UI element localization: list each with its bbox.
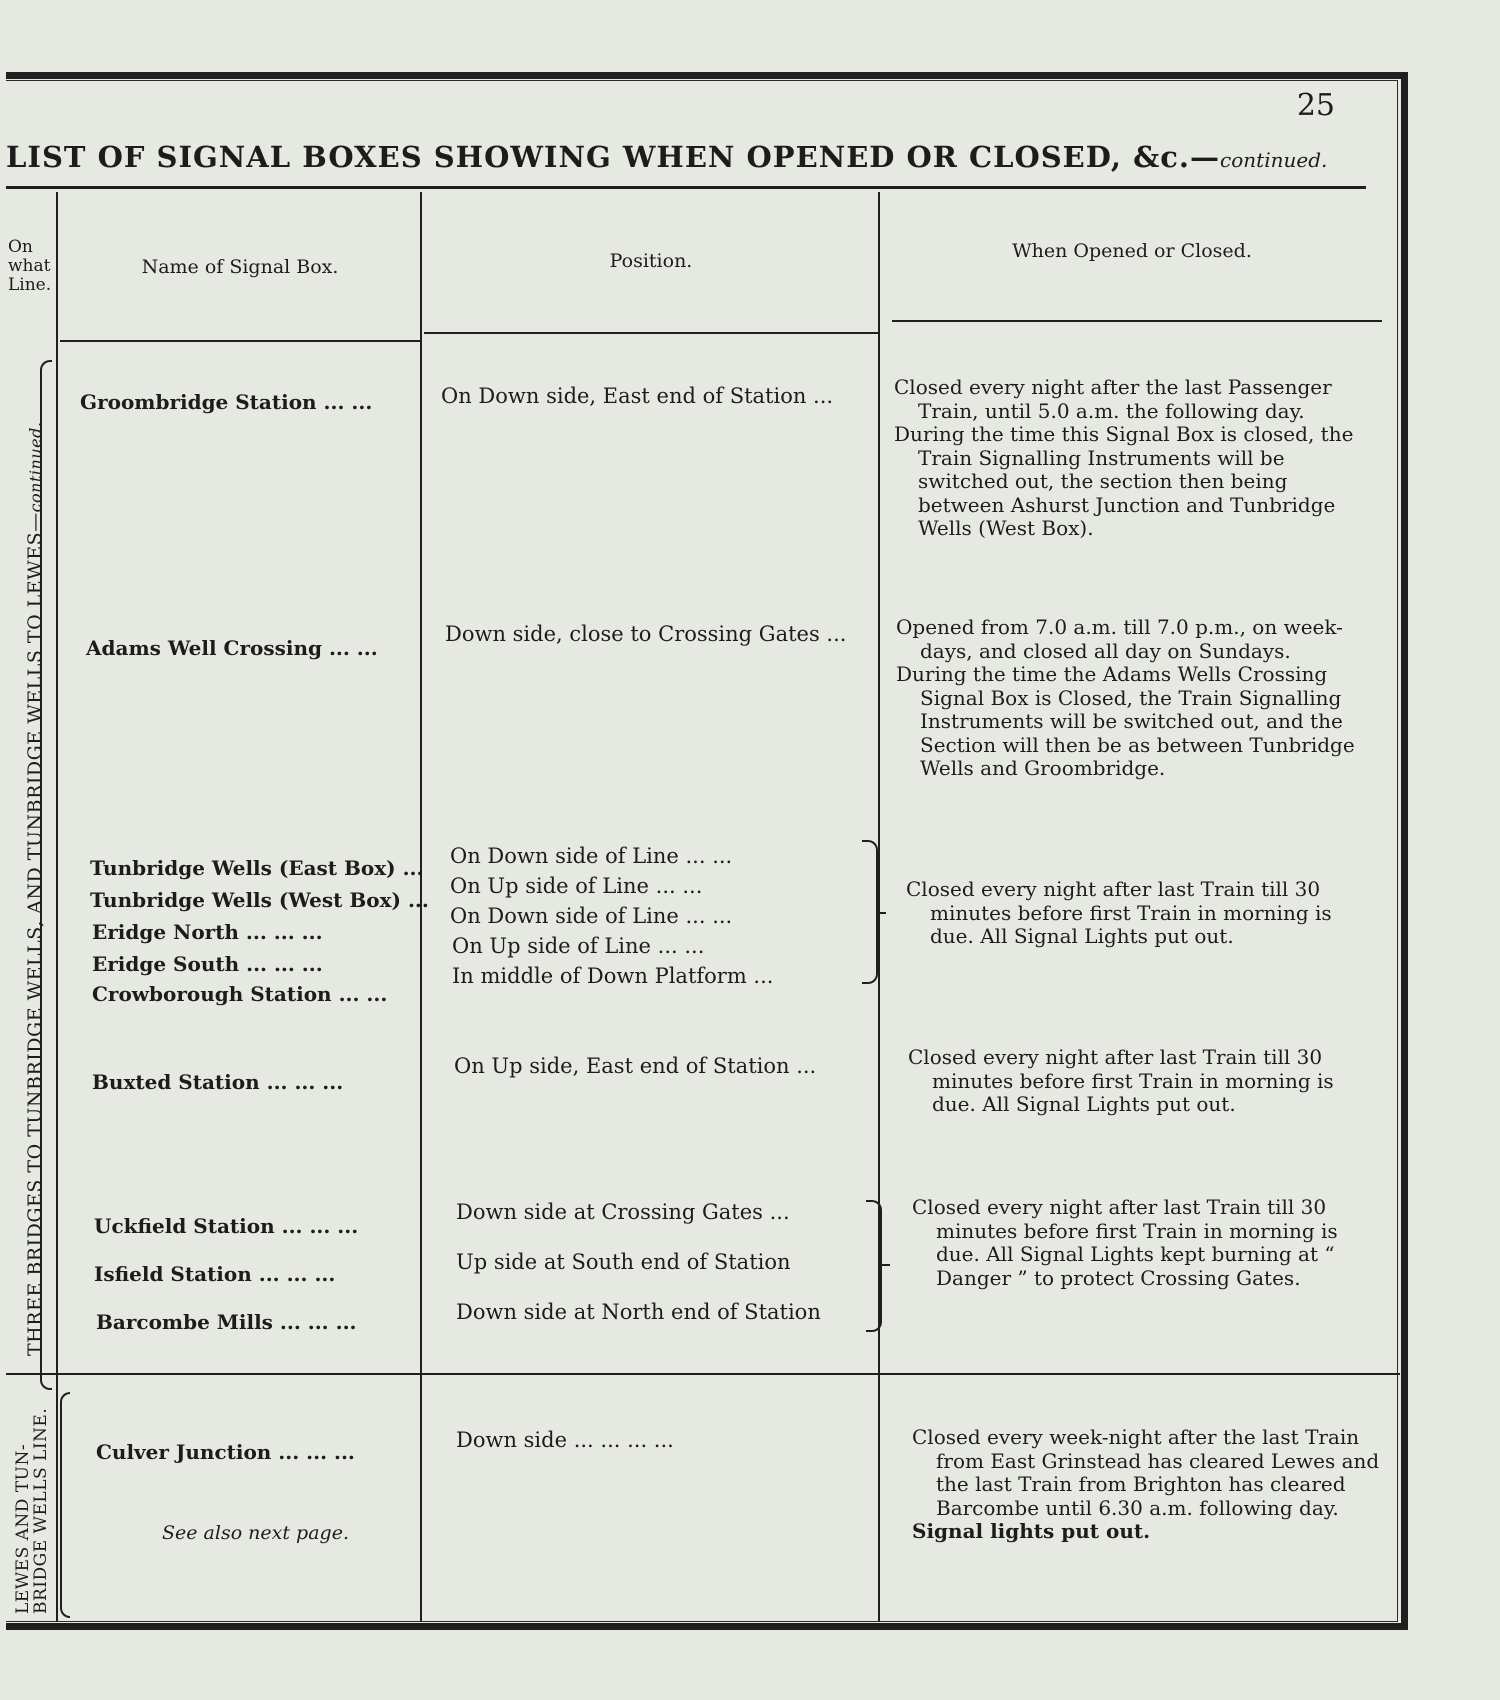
signal-box-position: Up side at South end of Station <box>456 1250 791 1274</box>
header-rule <box>892 320 1382 322</box>
note-paragraph: Closed every week-night after the last Train from East Grinstead has cleared Lewes and the last Train from Brighton has cleared Barcombe until 6.30 a.m. following day. <box>912 1425 1380 1520</box>
signal-box-name: Adams Well Crossing ... ... <box>86 636 378 660</box>
page-title <box>6 140 1386 174</box>
signal-box-name: Isfield Station ... ... ... <box>94 1262 336 1286</box>
signal-box-name: Uckfield Station ... ... ... <box>94 1214 359 1238</box>
signal-box-position: On Down side of Line ... ... <box>450 904 733 928</box>
title-text: LIST OF SIGNAL BOXES SHOWING WHEN OPENED OR CLOSED, &c.— <box>6 140 1221 174</box>
note-paragraph: Closed every night after the last Passenger Train, until 5.0 a.m. the following day. <box>894 375 1332 423</box>
header-line: On what Line. <box>8 237 52 295</box>
signal-box-position: Down side at Crossing Gates ... <box>456 1200 790 1224</box>
signal-box-position: Down side ... ... ... ... <box>456 1428 674 1452</box>
signal-box-name: Tunbridge Wells (East Box) ... <box>90 856 424 880</box>
note-paragraph: Opened from 7.0 a.m. till 7.0 p.m., on week-days, and closed all day on Sundays. <box>896 615 1343 663</box>
signal-box-position: On Up side of Line ... ... <box>452 934 705 958</box>
note-paragraph: Signal lights put out. <box>912 1519 1151 1543</box>
title-continued: continued. <box>1220 148 1328 172</box>
note-paragraph: Closed every night after last Train till 30 minutes before first Train in morning is due. All Signal Lights put out. <box>908 1045 1334 1116</box>
opened-closed-note <box>906 878 1376 949</box>
page-number: 25 <box>1296 88 1335 123</box>
header-position: Position. <box>609 250 693 272</box>
header-when: When Opened or Closed. <box>1012 240 1252 262</box>
line-label-lewes <box>14 1408 50 1614</box>
line-label-text: THREE BRIDGES TO TUNBRIDGE WELLS, AND TUNBRIDGE WELLS TO LEWES— <box>24 512 46 1356</box>
note-paragraph: Closed every night after last Train till 30 minutes before first Train in morning is due. All Signal Lights put out. <box>906 877 1332 948</box>
signal-box-name: Tunbridge Wells (West Box) ... <box>90 888 429 912</box>
note-paragraph: During the time this Signal Box is closed, the Train Signalling Instruments will be switched out, the section then being between Ashurst Junction and Tunbridge Wells (West Box). <box>894 422 1354 540</box>
column-divider <box>878 192 880 1622</box>
signal-box-position: On Up side, East end of Station ... <box>454 1054 817 1078</box>
opened-closed-note <box>894 376 1364 541</box>
header-rule <box>60 340 420 342</box>
header-name: Name of Signal Box. <box>141 256 339 278</box>
section-divider <box>6 1373 1400 1375</box>
signal-box-position: Down side, close to Crossing Gates ... <box>445 622 847 646</box>
group-brace <box>866 1200 882 1332</box>
signal-box-name: Buxted Station ... ... ... <box>92 1070 344 1094</box>
title-rule <box>6 186 1366 189</box>
signal-box-position: In middle of Down Platform ... <box>452 964 774 988</box>
group-brace-tip <box>880 1264 890 1266</box>
see-also-note: See also next page. <box>162 1522 349 1544</box>
line-label-lewes-1: LEWES AND TUN- <box>13 1443 33 1614</box>
signal-box-name: Eridge South ... ... ... <box>92 952 323 976</box>
note-paragraph: Closed every night after last Train till 30 minutes before first Train in morning is due. All Signal Lights kept burning at “ Danger ” to protect Crossing Gates. <box>912 1195 1338 1290</box>
signal-box-position: On Down side, East end of Station ... <box>441 384 834 408</box>
line-label-continued: continued. <box>26 421 45 513</box>
column-divider <box>56 192 58 1622</box>
group-brace-tip <box>876 912 886 914</box>
signal-box-name: Barcombe Mills ... ... ... <box>96 1310 357 1334</box>
section-bracket <box>60 1392 70 1618</box>
opened-closed-note <box>912 1196 1382 1290</box>
signal-box-position: On Up side of Line ... ... <box>450 874 703 898</box>
opened-closed-note <box>896 616 1366 781</box>
signal-box-name: Groombridge Station ... ... <box>80 390 373 414</box>
signal-box-name: Crowborough Station ... ... <box>92 982 388 1006</box>
section-bracket <box>40 360 52 1390</box>
signal-box-name: Culver Junction ... ... ... <box>96 1440 355 1464</box>
note-paragraph: During the time the Adams Wells Crossing Signal Box is Closed, the Train Signalling Instruments will be switched out, and the Section will then be as between Tunbridge Wells and Groombridge. <box>896 662 1355 780</box>
line-label-lewes-2: BRIDGE WELLS LINE. <box>31 1407 51 1614</box>
header-rule <box>424 332 878 334</box>
signal-box-position: On Down side of Line ... ... <box>450 844 733 868</box>
opened-closed-note <box>912 1426 1382 1544</box>
signal-box-position: Down side at North end of Station <box>456 1300 821 1324</box>
signal-box-name: Eridge North ... ... ... <box>92 920 323 944</box>
opened-closed-note <box>908 1046 1378 1117</box>
